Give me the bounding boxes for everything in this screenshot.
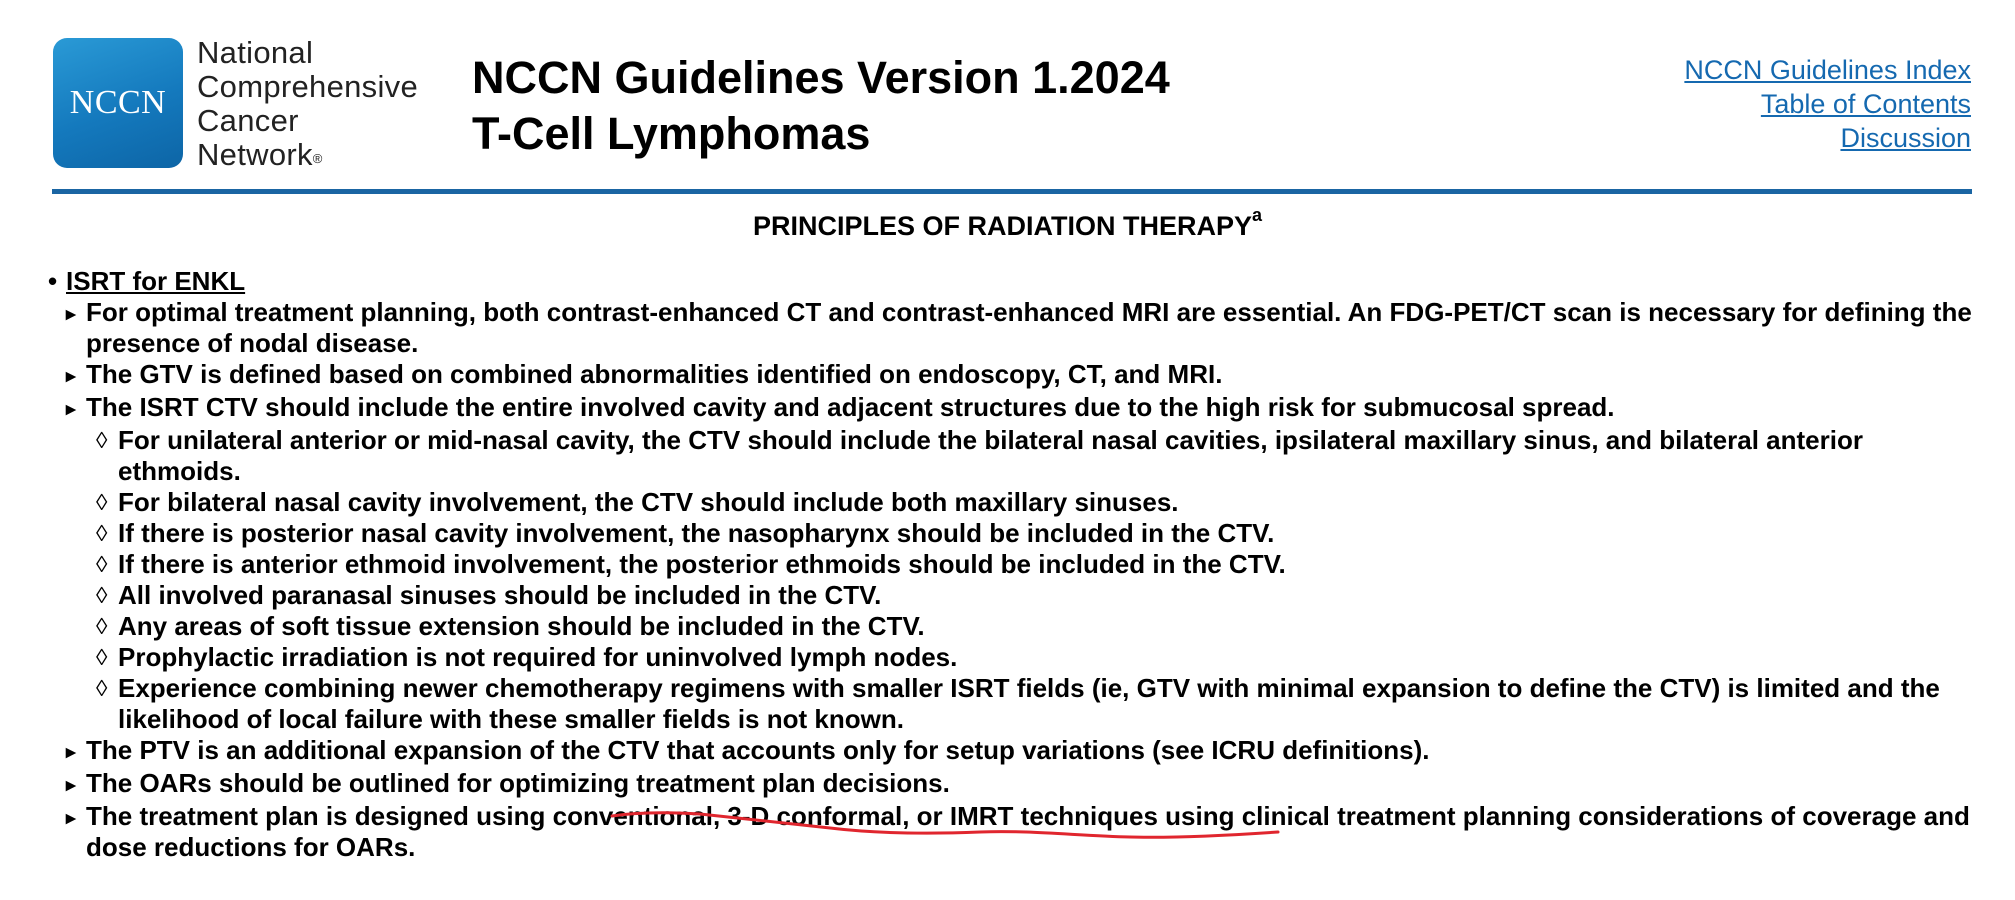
- arrow-bullet-icon: ▸: [66, 775, 76, 796]
- bullet-icon: •: [48, 266, 58, 296]
- item-text: The ISRT CTV should include the entire involved cavity and adjacent structures due to the high risk for submucosal spread.: [86, 392, 1615, 422]
- footnote-marker: a: [1252, 205, 1263, 225]
- diamond-bullet-icon: ◊: [96, 675, 108, 701]
- diamond-bullet-icon: ◊: [96, 489, 108, 515]
- discussion-link[interactable]: Discussion: [1840, 123, 1971, 153]
- diamond-bullet-icon: ◊: [96, 551, 108, 577]
- guidelines-version: NCCN Guidelines Version 1.2024: [472, 52, 1170, 103]
- sub-list-item: [48, 487, 1978, 518]
- item-text: The treatment plan is designed using conventional, 3-D conformal, or IMRT techniques using clinical treatment planning considerations of coverage and dose reductions for OARs.: [86, 801, 1970, 862]
- arrow-bullet-icon: ▸: [66, 742, 76, 763]
- registered-mark: ®: [312, 151, 323, 166]
- diamond-bullet-icon: ◊: [96, 644, 108, 670]
- sub-list-item: [48, 549, 1978, 580]
- org-name-line: National: [197, 35, 314, 70]
- org-name-line: Comprehensive: [197, 69, 419, 104]
- item-text: The PTV is an additional expansion of the CTV that accounts only for setup variations (see ICRU definitions).: [86, 735, 1430, 765]
- organization-name: [197, 36, 418, 172]
- sub-list-item: [48, 580, 1978, 611]
- list-item: [48, 359, 1978, 392]
- item-text: For unilateral anterior or mid-nasal cavity, the CTV should include the bilateral nasal cavities, ipsilateral maxillary sinus, and bilateral anterior ethmoids.: [118, 425, 1863, 486]
- guideline-content: [48, 266, 1978, 863]
- sub-list-item: [48, 518, 1978, 549]
- list-item: [48, 801, 1978, 863]
- header-divider: [52, 189, 1972, 194]
- item-text: Any areas of soft tissue extension should be included in the CTV.: [118, 611, 925, 641]
- item-text: The OARs should be outlined for optimizing treatment plan decisions.: [86, 768, 950, 798]
- sub-list-item: [48, 611, 1978, 642]
- table-of-contents-link[interactable]: Table of Contents: [1760, 89, 1971, 119]
- item-text: For bilateral nasal cavity involvement, the CTV should include both maxillary sinuses.: [118, 487, 1179, 517]
- section-heading: PRINCIPLES OF RADIATION THERAPY$^a$: [752, 205, 1263, 241]
- item-text: For optimal treatment planning, both contrast-enhanced CT and contrast-enhanced MRI are essential. An FDG-PET/CT scan is necessary for defining the presence of nodal disease.: [86, 297, 1972, 358]
- list-item: [48, 735, 1978, 768]
- diamond-bullet-icon: ◊: [96, 520, 108, 546]
- item-text: All involved paranasal sinuses should be included in the CTV.: [118, 580, 882, 610]
- org-name-line: Network®: [197, 137, 323, 172]
- arrow-bullet-icon: ▸: [66, 808, 76, 829]
- guideline-topic: T-Cell Lymphomas: [472, 108, 871, 159]
- list-item: [48, 768, 1978, 801]
- sub-list-item: [48, 425, 1978, 487]
- sub-list-item: [48, 673, 1978, 735]
- sub-list-item: [48, 642, 1978, 673]
- arrow-bullet-icon: ▸: [66, 399, 76, 420]
- item-text: Prophylactic irradiation is not required for uninvolved lymph nodes.: [118, 642, 958, 672]
- arrow-bullet-icon: ▸: [66, 304, 76, 325]
- item-text: The GTV is defined based on combined abnormalities identified on endoscopy, CT, and MRI.: [86, 359, 1223, 389]
- guidelines-index-link[interactable]: NCCN Guidelines Index: [1684, 55, 1971, 85]
- nav-links: [1684, 53, 1971, 155]
- logo-acronym: NCCN: [69, 84, 167, 121]
- diamond-bullet-icon: ◊: [96, 427, 108, 453]
- topic-heading: ISRT for ENKL: [66, 266, 246, 296]
- page-title: [472, 50, 1170, 162]
- nccn-logo: [53, 38, 183, 168]
- org-name-line: Cancer: [197, 103, 299, 138]
- arrow-bullet-icon: ▸: [66, 366, 76, 387]
- item-text: If there is anterior ethmoid involvement, the posterior ethmoids should be included in the CTV.: [118, 549, 1286, 579]
- diamond-bullet-icon: ◊: [96, 613, 108, 639]
- item-text: Experience combining newer chemotherapy regimens with smaller ISRT fields (ie, GTV with minimal expansion to define the CTV) is limited and the likelihood of local failure with these smaller fields is not known.: [118, 673, 1940, 734]
- list-item: [48, 297, 1978, 359]
- diamond-bullet-icon: ◊: [96, 582, 108, 608]
- list-item: [48, 392, 1978, 425]
- topic-bullet: [48, 266, 1978, 297]
- item-text: If there is posterior nasal cavity involvement, the nasopharynx should be included in the CTV.: [118, 518, 1275, 548]
